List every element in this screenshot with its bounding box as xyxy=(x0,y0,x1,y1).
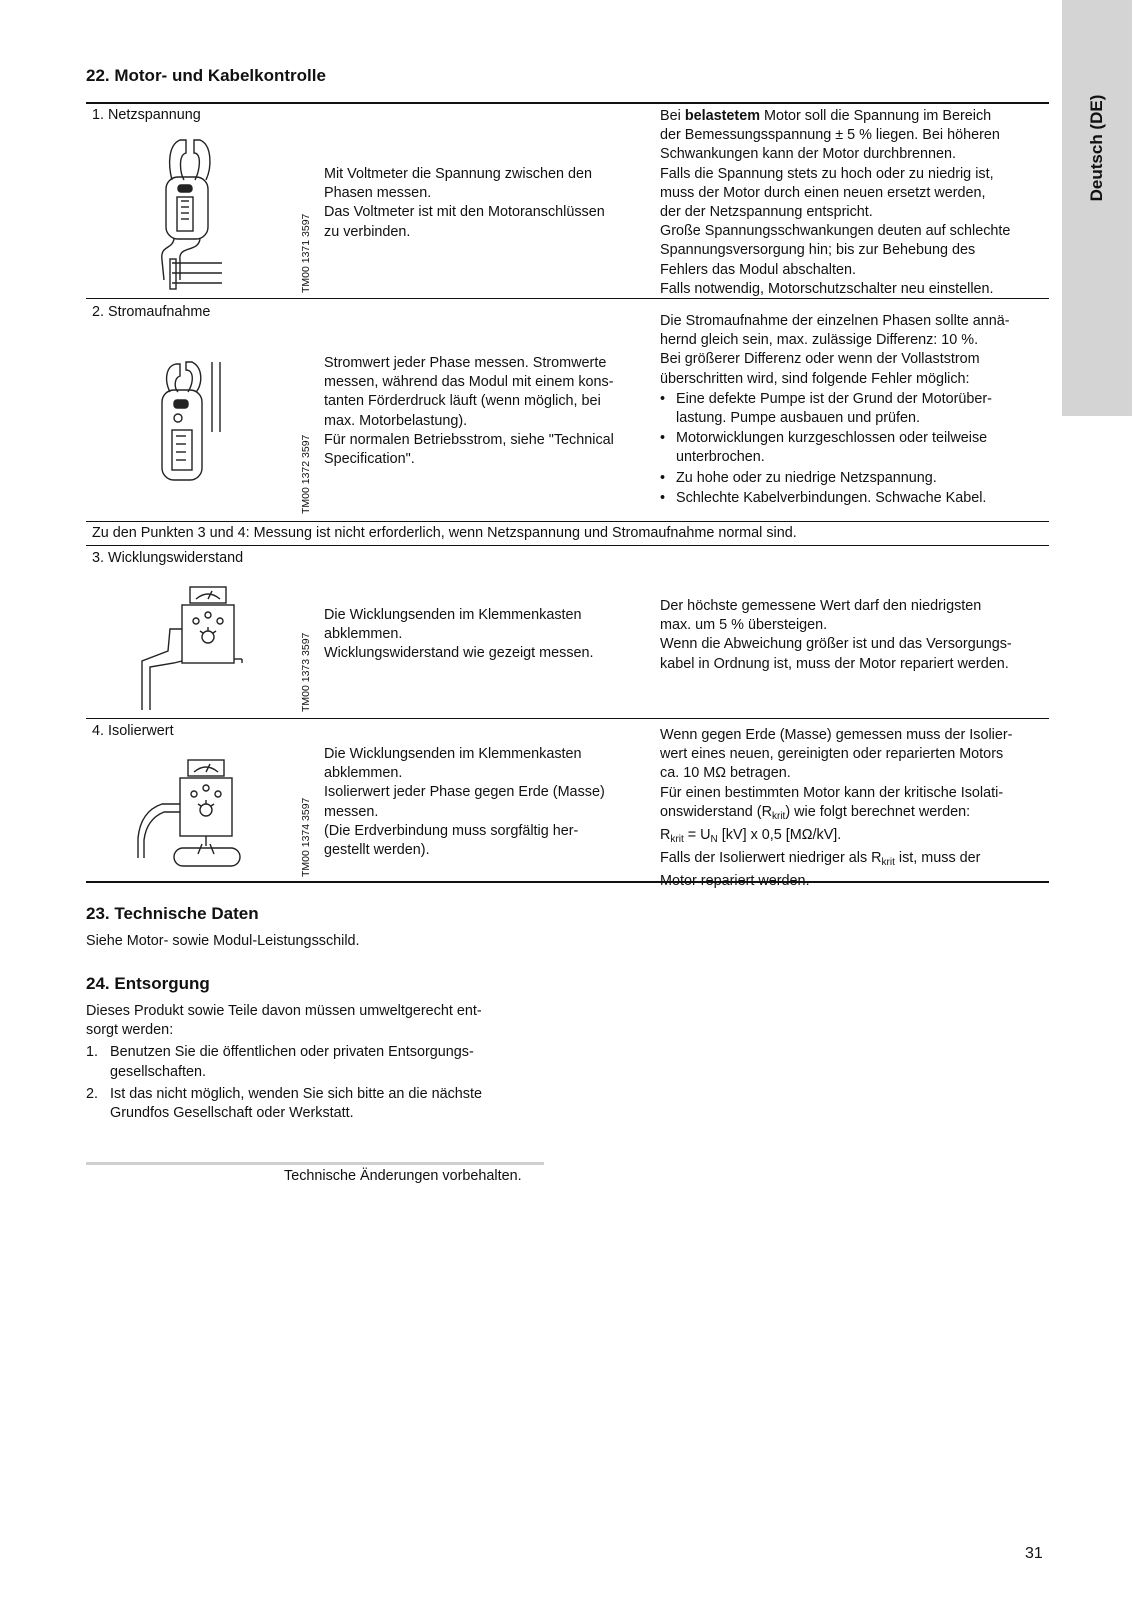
list-item: 1. Benutzen Sie die öffentlichen oder privaten Entsorgungs- gesellschaften. xyxy=(86,1044,474,1080)
list-item: • Motorwicklungen kurzgeschlossen oder teilweise unterbrochen. xyxy=(660,429,1010,467)
row-4-note: Wenn gegen Erde (Masse) gemessen muss der Isolier- wert eines neuen, gereinigten oder reparierten Motors ca. 10 MΩ betragen. Für einen bestimmten Motor kann der kritische Isolati- onswiderstand $(R_{krit})$ wie folgt berechnet werden: $R_{krit} = U_N$ [kV] x 0,5 [MΩ/kV]. Falls der Isolierwert niedriger als $R_{krit}$ ist, muss der Motor repariert werden. xyxy=(660,727,1013,890)
row-2-action: Stromwert jeder Phase messen. Stromwerte messen, während das Modul mit einem kons- tanten Förderdruck läuft (wenn möglich, bei max. Motorbelastung). Für normalen Betriebsstrom, siehe "Technical Specification". xyxy=(324,355,614,468)
clamp-meter-illustration xyxy=(150,135,240,295)
row-3-note: Der höchste gemessene Wert darf den niedrigsten max. um 5 % übersteigen. Wenn die Abweichung größer ist und das Versorgungs- kabel in Ordnung ist, muss der Motor repariert werden. xyxy=(660,598,1012,672)
row-4-action: Die Wicklungsenden im Klemmenkasten abklemmen. Isolierwert jeder Phase gegen Erde (Masse) messen. (Die Erdverbindung muss sorgfältig her- gestellt werden). xyxy=(324,746,605,859)
footer-note: Technische Änderungen vorbehalten. xyxy=(284,1168,522,1184)
formula: $R_{krit} = U_N$ [kV] x 0,5 [MΩ/kV]. xyxy=(660,827,842,846)
section-24-title: 24. Entsorgung xyxy=(86,974,210,993)
list-item: • Schlechte Kabelverbindungen. Schwache Kabel. xyxy=(660,489,1010,508)
list-item: • Zu hohe oder zu niedrige Netzspannung. xyxy=(660,469,1010,488)
language-tab xyxy=(1062,0,1132,416)
row-2-label: 2. Stromaufnahme xyxy=(92,304,211,320)
ohmmeter-illustration xyxy=(132,585,247,715)
figure-code-1: TM00 1371 3597 xyxy=(300,213,312,293)
figure-code-3: TM00 1373 3597 xyxy=(300,632,312,712)
section-23-text: Siehe Motor- sowie Modul-Leistungsschild. xyxy=(86,933,360,949)
list-item: 2. Ist das nicht möglich, wenden Sie sich bitte an die nächste Grundfos Gesellschaft oder Werkstatt. xyxy=(86,1085,482,1122)
footer-rule xyxy=(86,1162,544,1165)
figure-code-2: TM00 1372 3597 xyxy=(300,434,312,514)
language-tab-label: Deutsch (DE) xyxy=(1087,94,1106,202)
row-divider xyxy=(86,521,1049,522)
row-1-action: Mit Voltmeter die Spannung zwischen den Phasen messen. Das Voltmeter ist mit den Motoranschlüssen zu verbinden. xyxy=(324,166,605,240)
section-22-title: 22. Motor- und Kabelkontrolle xyxy=(86,66,326,85)
figure-code-4: TM00 1374 3597 xyxy=(300,797,312,877)
measurement-note: Zu den Punkten 3 und 4: Messung ist nicht erforderlich, wenn Netzspannung und Stromaufnahme normal sind. xyxy=(92,525,797,541)
list-item: • Eine defekte Pumpe ist der Grund der Motorüber- lastung. Pumpe ausbauen und prüfen. xyxy=(660,390,1010,428)
ammeter-clamp-illustration xyxy=(152,360,232,490)
row-divider xyxy=(86,718,1049,719)
row-3-label: 3. Wicklungswiderstand xyxy=(92,550,244,566)
row-4-label: 4. Isolierwert xyxy=(92,723,174,739)
page-number: 31 xyxy=(1025,1545,1043,1562)
table-top-rule xyxy=(86,102,1049,104)
row-2-note: Die Stromaufnahme der einzelnen Phasen sollte annä- hernd gleich sein, max. zulässige Differenz: 10 %. Bei größerer Differenz oder wenn der Vollaststrom überschritten wird, sind folgende Fehler möglich: • Eine defekte Pumpe ist der Grund der Motorüber- lastung. Pumpe ausbauen und prüfen. • Motorwicklungen kurzgeschlossen oder teilweise unterbrochen. • Zu hohe oder zu niedrige Netzspannung. • Schlechte Kabelverbindungen. Schwache Kabel. xyxy=(660,312,1010,508)
row-divider xyxy=(86,545,1049,546)
section-23-title: 23. Technische Daten xyxy=(86,904,259,923)
row-1-label: 1. Netzspannung xyxy=(92,107,201,123)
row-3-action: Die Wicklungsenden im Klemmenkasten abklemmen. Wicklungswiderstand wie gezeigt messen. xyxy=(324,607,594,662)
row-1-note: Bei belastetem Motor soll die Spannung im Bereich der Bemessungsspannung ± 5 % liegen. Bei höheren Schwankungen kann der Motor durchbrennen. Falls die Spannung stets zu hoch oder zu niedrig ist, muss der Motor durch einen neuen ersetzt werden, der der Netzspannung entspricht. Große Spannungsschwankungen deuten auf schlechte Spannungsversorgung hin; bis zur Behebung des Fehlers das Modul abschalten. Falls notwendig, Motorschutzschalter neu einstellen. xyxy=(660,108,1011,297)
insulation-tester-illustration xyxy=(132,758,247,883)
section-24-body: Dieses Produkt sowie Teile davon müssen umweltgerecht ent- sorgt werden: 1. Benutzen Sie die öffentlichen oder privaten Entsorgungs- gesellschaften. 2. Ist das nicht möglich, wenden Sie sich bitte an die nächste Grundfos Gesellschaft oder Werkstatt. xyxy=(86,1002,546,1126)
